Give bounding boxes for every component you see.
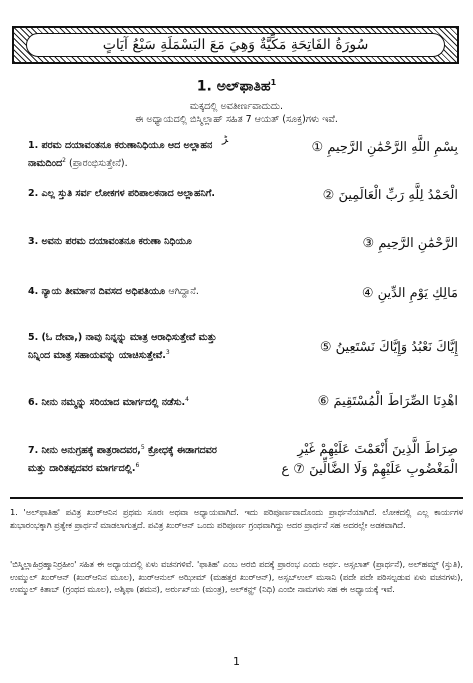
verse-3 xyxy=(18,234,458,274)
verse-5-arabic: إِيَّاكَ نَعْبُدُ وَإِيَّاكَ نَسْتَعِينُ ⑤ xyxy=(319,340,458,355)
verse-2 xyxy=(18,186,458,226)
surah-header-banner xyxy=(12,26,459,64)
chapter-title xyxy=(0,78,473,95)
rukuh-marker-icon: ﮍ xyxy=(222,132,229,145)
chapter-title-text: 1. ಅಲ್‌ಫಾತಿಹ xyxy=(196,78,271,95)
chapter-title-note: 1 xyxy=(270,78,277,87)
verse-3-translation: 3. ಅವನು ಪರಮ ದಯಾವಂತನೂ ಕರುಣಾ ನಿಧಿಯೂ xyxy=(28,236,192,247)
verse-4-translation: 4. ನ್ಯಾಯ ತೀರ್ಮಾನ ದಿವಸದ ಅಧಿಪತಿಯೂ ಆಗಿದ್ದಾನೆ. xyxy=(28,286,199,297)
verse-6-arabic: اهْدِنَا الصِّرَاطَ الْمُسْتَقِيمَ ⑥ xyxy=(317,394,458,409)
verse-6 xyxy=(18,392,458,432)
footnote-1: 1. 'ಅಲ್‌ಫಾತಿಹ' ಪವಿತ್ರ ಖುರ್‌ಆನಿನ ಪ್ರಥಮ ಸೂರಃ ಅಥವಾ ಅಧ್ಯಾಯವಾಗಿದೆ. ಇದು ಪರಿಪೂರ್ಣವಾದೊಂದು ಪ್ರಾರ್ಥನೆಯಾಗಿದೆ. ಲೋಕದಲ್ಲಿ ಎಲ್ಲ ಕಾರ್ಯಗಳ ಶುಭಾರಂಭಕ್ಕಾಗಿ ಪ್ರತ್ಯೇಕ ಪ್ರಾರ್ಥನೆ ಮಾಡಲಾಗುತ್ತದೆ. ಪವಿತ್ರ ಖುರ್‌ಆನ್ ಒಂದು ಪರಿಪೂರ್ಣ ಗ್ರಂಥವಾಗಿದ್ದು ಅದರ ಪ್ರಾರ್ಥನೆ ಸಹ ಅದರಲ್ಲೇ ಅಡಕವಾಗಿದೆ. xyxy=(10,507,463,530)
verse-6-translation: 6. ನೀನು ನಮ್ಮನ್ನು ಸರಿಯಾದ ಮಾರ್ಗದಲ್ಲಿ ನಡೆಸು.$^4$ xyxy=(28,396,189,409)
surah-header-text: سُورَةُ الفَاتِحَةِ مَكِّيَّةٌ وَهِيَ مَعَ البَسْمَلَةِ سَبْعُ آيَاتٍ xyxy=(26,33,445,57)
verse-3-arabic: الرَّحْمَٰنِ الرَّحِيمِ ③ xyxy=(362,236,458,251)
chapter-subtitle-revelation: ಮಕ್ಕದಲ್ಲಿ ಅವತೀರ್ಣವಾದುದು. xyxy=(189,101,284,112)
footnote-2: 'ಬಿಸ್ಮಿಲ್ಲಾಹಿರ್ರಹ್ಮಾನಿರ್ರಹೀಂ' ಸಹಿತ ಈ ಅಧ್ಯಾಯದಲ್ಲಿ ಏಳು ವಚನಗಳಿವೆ. 'ಫಾತಿಹ' ಎಂಬ ಅರಬಿ ಪದಕ್ಕೆ ಪ್ರಾರಂಭ ಎಂದು ಅರ್ಥ. ಅಸ್ಸಲಾತ್ (ಪ್ರಾರ್ಥನೆ), ಅಲ್‌ಹಮ್ದ್ (ಸ್ತುತಿ), ಉಮ್ಮುಲ್ ಖುರ್‌ಆನ್ (ಖುರ್‌ಆನಿನ ಮೂಲ), ಖುರ್‌ಆನುಲ್ ಅಝೀಮ್ (ಮಹತ್ತರ ಖುರ್‌ಆನ್), ಅಸ್ಸಬ್‌ಉಲ್ ಮಸಾನಿ (ಪದೇ ಪದೇ ಪಠಿಸಲ್ಪಡುವ ಏಳು ವಚನಗಳು), ಉಮ್ಮುಲ್ ಕಿತಾಬ್ (ಗ್ರಂಥದ ಮೂಲ), ಅಶ್ಶಿಫಾ (ಶಮನ), ಅರ್ರುಖ್‌ಯ (ಮಂತ್ರ), ಅಲ್‌ಕನ್ಝ್ (ನಿಧಿ) ಎಂಬೀ ನಾಮಗಳು ಸಹ ಈ ಅಧ್ಯಾಯಕ್ಕೆ ಇವೆ. xyxy=(10,559,463,594)
verse-1 xyxy=(18,138,458,178)
verse-2-translation: 2. ಎಲ್ಲ ಸ್ತುತಿ ಸರ್ವ ಲೋಕಗಳ ಪರಿಪಾಲಕನಾದ ಅಲ್ಲಾಹನಿಗೆ. xyxy=(28,188,215,199)
verse-1-arabic: بِسْمِ اللَّهِ الرَّحْمَٰنِ الرَّحِيمِ ① xyxy=(311,140,458,155)
verse-5-translation: 5. (ಓ ದೇವಾ,) ನಾವು ನಿನ್ನನ್ನು ಮಾತ್ರ ಆರಾಧಿಸುತ್ತೇವೆ ಮತ್ತು ನಿನ್ನಿಂದ ಮಾತ್ರ ಸಹಾಯವನ್ನು ಯಾಚಿಸುತ್ತೇವೆ.$^3$ xyxy=(28,332,217,362)
verse-2-arabic: الْحَمْدُ لِلَّهِ رَبِّ الْعَالَمِينَ ② xyxy=(322,188,458,203)
page-number: 1 xyxy=(233,655,240,668)
verse-5 xyxy=(18,330,458,380)
verse-1-translation: 1. ಪರಮ ದಯಾವಂತನೂ ಕರುಣಾನಿಧಿಯೂ ಆದ ಅಲ್ಲಾಹನ ನಾಮದಿಂದ$^2$ (ಪ್ರಾರಂಭಿಸುತ್ತೇನೆ). xyxy=(28,140,213,170)
chapter-subtitle-verse-count: ಈ ಅಧ್ಯಾಯದಲ್ಲಿ ಬಿಸ್ಮಿಲ್ಲಾಹ್ ಸಹಿತ 7 ಆಯತ್ (ಸೂಕ್ತ)ಗಳು ಇವೆ. xyxy=(135,114,338,125)
verse-4-arabic: مَالِكِ يَوْمِ الدِّينِ ④ xyxy=(361,286,458,301)
verse-4 xyxy=(18,284,458,324)
footnote-divider xyxy=(10,497,463,499)
verse-7-arabic: صِرَاطَ الَّذِينَ أَنْعَمْتَ عَلَيْهِمْ غَيْرِ الْمَغْضُوبِ عَلَيْهِمْ وَلَا الضَّالِّينَ ⑦ ع xyxy=(281,442,458,477)
verse-7-translation: 7. ನೀನು ಅನುಗ್ರಹಕ್ಕೆ ಪಾತ್ರರಾದವರ,$^5$ ಕ್ರೋಧಕ್ಕೆ ಈಡಾಗದವರ ಮತ್ತು ದಾರಿತಪ್ಪದವರ ಮಾರ್ಗದಲ್ಲಿ.$^6$ xyxy=(28,444,217,475)
verse-7 xyxy=(18,440,458,490)
